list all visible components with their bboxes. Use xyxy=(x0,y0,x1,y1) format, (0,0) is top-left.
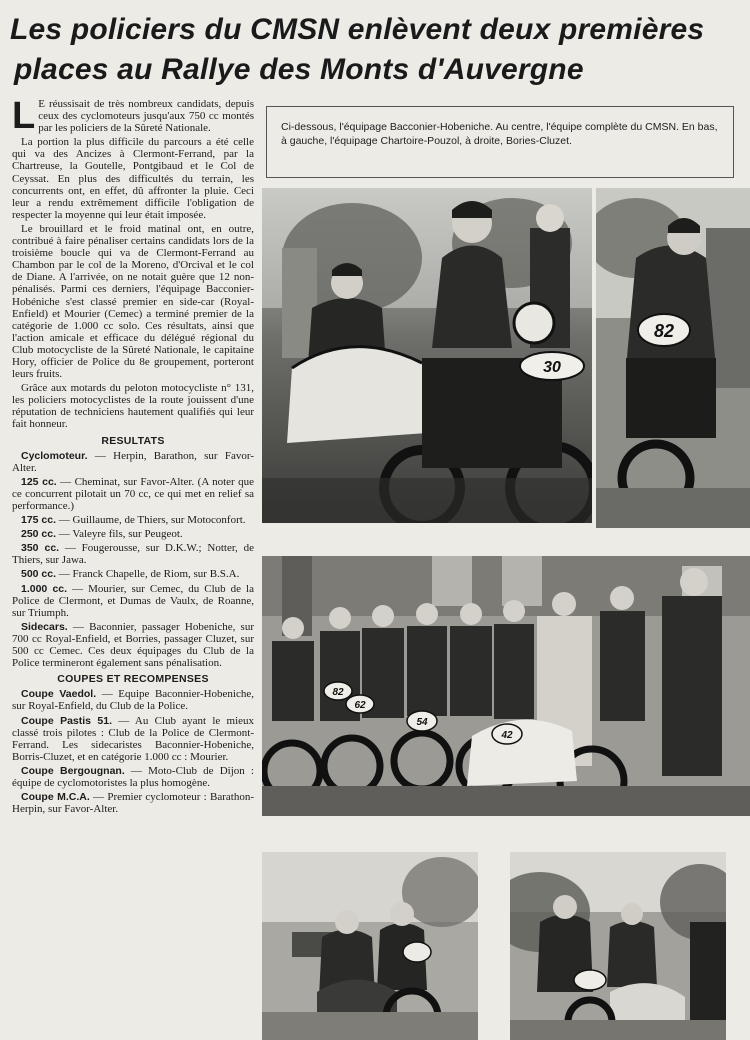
cup-name: Coupe Vaedol. xyxy=(21,688,97,701)
result-text: — Herpin, Barathon, sur Favor-Alter. xyxy=(12,449,254,474)
result-category: Sidecars. xyxy=(21,620,68,633)
result-text: — Valeyre fils, sur Peugeot. xyxy=(56,528,183,541)
headline xyxy=(10,10,740,90)
group-plate-number: 54 xyxy=(416,717,428,728)
article-paragraph-2: La portion la plus difficile du parcours a été celle qui va des Ancizes à Clermont-Ferrand, par la Chartreuse, la Goutelle, Pontgibaud et le Col de Ceyssat. En plus des difficultés du terrain, les concurrents ont, en effet, dû affronter la pluie. Ceci leur a rendu extrêmement difficile l'obligation de respecter la moyenne qui leur était imposée. xyxy=(12,136,254,221)
solo-plate-number: 82 xyxy=(653,321,675,341)
sidecar-plate-number: 30 xyxy=(543,359,561,376)
result-category: Cyclomoteur. xyxy=(21,449,88,462)
cup-text: — Equipe Baconnier-Hobeniche, sur Royal-Enfield, du Club de la Police. xyxy=(12,688,254,713)
cup-name: Coupe M.C.A. xyxy=(21,791,90,804)
result-row xyxy=(12,476,254,512)
result-category: 500 cc. xyxy=(21,568,57,581)
result-text: — Cheminat, sur Favor-Alter. (A noter que ce concurrent pilotait un 70 cc, ce qui met en relief sa performance.) xyxy=(12,475,254,512)
result-row xyxy=(12,568,254,580)
cup-text: — Au Club ayant le mieux classé trois pilotes : Club de la Police de Clermont-Ferrand. Les sidecaristes Baconnier-Hobeniche, Borris-Cluzet, et en catégorie 1.000 cc : Mourier. xyxy=(12,714,255,763)
cup-row xyxy=(12,715,254,763)
article-paragraph-3: Le brouillard et le froid matinal ont, en outre, contribué à faire pénaliser certains candidats lors de la troisième boucle qui va de Clermont-Ferrand au Chambon par le col de la Moreno, d'Orcival et le col de Diane. A l'arrivée, on ne notait guère que 12 non-pénalisés. Parmi ces derniers, l'équipage Bacconier-Hobéniche s'est classé premier en side-car (Royal-Enfield) et Mourier (Cemec) a terminé premier de la catégorie de 1.000 cc solo. Ces résultats, ainsi que l'action amicale et efficace du délégué régional du Club motocycliste de la Sûreté Nationale, le capitaine Hory, officier de Police du 8e groupement, porteront leurs fruits. xyxy=(12,222,254,381)
cup-row xyxy=(12,765,254,789)
group-plate-number: 42 xyxy=(501,730,513,741)
result-text: — Fougerousse, sur D.K.W.; Notter, de Thiers, sur Jawa. xyxy=(12,542,254,567)
cup-row xyxy=(12,791,254,815)
cups-list xyxy=(12,688,254,815)
photo-caption-box xyxy=(266,106,734,178)
result-text: — Guillaume, de Thiers, sur Motoconfort. xyxy=(56,514,246,527)
article-paragraph-1 xyxy=(12,95,254,137)
headline-line-1: Les policiers du CMSN enlèvent deux premières xyxy=(10,13,705,46)
result-text: — Mourier, sur Cemec, du Club de la Police de Clermont, et Dumas de Vaulx, de Roanne, sur Triumph. xyxy=(12,582,254,619)
cup-row xyxy=(12,688,254,712)
group-plate-number: 82 xyxy=(332,687,344,698)
photo-bories-cluzet xyxy=(510,852,726,1040)
cup-name: Coupe Bergougnan. xyxy=(21,764,125,777)
result-row xyxy=(12,514,254,526)
article-paragraph-4: Grâce aux motards du peloton motocycliste n° 131, les policiers motocyclistes de la route jouissent d'une réputation de techniciens hautement qualifiés qui leur fait honneur. xyxy=(12,382,254,431)
result-row xyxy=(12,542,254,566)
result-row xyxy=(12,450,254,474)
cup-text: — Premier cyclomoteur : Barathon-Herpin, sur Favor-Alter. xyxy=(12,791,255,816)
result-category: 1.000 cc. xyxy=(21,582,68,595)
article-paragraph-1-text: E réussisait de très nombreux candidats, depuis ceux des cyclomoteurs jusqu'aux 750 cc montés par les policiers de la Sûreté Nationale. xyxy=(38,98,254,135)
result-category: 125 cc. xyxy=(21,475,57,488)
photo-sidecar-crew xyxy=(262,188,592,523)
article-column xyxy=(12,95,255,817)
result-text: — Baconnier, passager Hobeniche, sur 700 cc Royal-Enfield, et Borries, passager Cluzet, sur 500 cc Cemec. Ces deux équipages du Club de la Police termineront également sans pénalisation. xyxy=(12,620,254,670)
result-category: 350 cc. xyxy=(21,542,60,555)
photo-solo-rider xyxy=(596,188,750,528)
drop-cap: L xyxy=(12,95,36,137)
result-category: 175 cc. xyxy=(21,514,57,527)
result-row xyxy=(12,528,254,540)
cup-text: — Moto-Club de Dijon : équipe de cyclomotoristes la plus homogène. xyxy=(12,764,254,789)
result-category: 250 cc. xyxy=(21,528,57,541)
photo-chartoire-pouzol xyxy=(262,852,478,1040)
result-row xyxy=(12,621,254,669)
results-list xyxy=(12,450,254,670)
photo-team-group xyxy=(262,556,750,816)
cups-heading: COUPES ET RECOMPENSES xyxy=(57,673,209,686)
result-row xyxy=(12,583,254,619)
results-heading: RESULTATS xyxy=(101,434,165,447)
result-text: — Franck Chapelle, de Riom, sur B.S.A. xyxy=(56,568,240,581)
headline-line-2: places au Rallye des Monts d'Auvergne xyxy=(14,53,584,86)
photo-caption-text: Ci-dessous, l'équipage Bacconier-Hobeniche. Au centre, l'équipe complète du CMSN. En bas, à gauche, l'équipage Chartoire-Pouzol, à droite, Bories-Cluzet. xyxy=(281,121,718,147)
cup-name: Coupe Pastis 51. xyxy=(21,714,113,727)
group-plate-number: 62 xyxy=(354,700,366,711)
